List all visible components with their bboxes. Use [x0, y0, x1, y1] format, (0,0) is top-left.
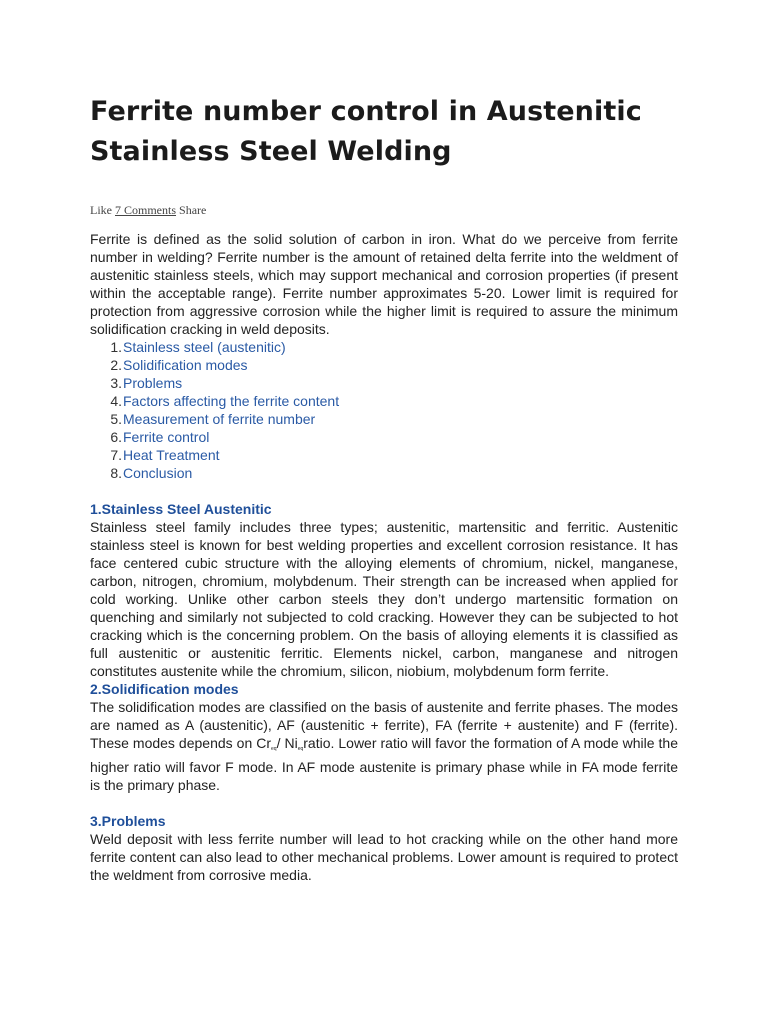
- toc-item[interactable]: 2. Solidification modes: [110, 357, 248, 373]
- section-heading-solidification-modes: 2.Solidification modes: [90, 681, 239, 697]
- section-text-problems: Weld deposit with less ferrite number will lead to hot cracking while on the other hand more ferrite content can also lead to other mechanical problems. Lower amount is required to protect the weldment from corrosive media.: [90, 831, 678, 883]
- toc-item[interactable]: 6. Ferrite control: [110, 429, 210, 445]
- social-bar: [90, 203, 206, 218]
- section-text-solidification-modes: The solidification modes are classified on the basis of austenite and ferrite phases. The modes are named as A (austenitic), AF (austenitic + ferrite), FA (ferrite + austenite) and F (ferrite). These modes depends on $Cr_{eq}/$ $Ni_{eq}ratio$. Lower ratio will favor the formation of A mode while the higher ratio will favor F mode. In AF mode austenite is primary phase while in FA mode ferrite is the primary phase.: [90, 699, 679, 793]
- toc-item[interactable]: 8. Conclusion: [110, 465, 193, 481]
- toc-item[interactable]: 3. Problems: [110, 375, 183, 391]
- toc-item[interactable]: 1. Stainless steel (austenitic): [110, 339, 286, 355]
- comments-link[interactable]: 7 Comments: [115, 203, 177, 217]
- article-body: [90, 230, 678, 884]
- spacer: [90, 794, 678, 812]
- article-title: Ferrite number control in Austenitic Stainless Steel Welding: [90, 96, 642, 167]
- intro-paragraph: Ferrite is defined as the solid solution of carbon in iron. What do we perceive from ferrite number in welding? Ferrite number is the amount of retained delta ferrite into the weldment of austenitic stainless steels, which may support mechanical and corrosion properties (if present within the acceptable range). Ferrite number approximates 5-20. Lower limit is required for protection from aggressive corrosion while the higher limit is required to assure the minimum solidification cracking in weld deposits.: [90, 231, 678, 337]
- toc-item[interactable]: 7. Heat Treatment: [110, 447, 220, 463]
- toc-item[interactable]: 5. Measurement of ferrite number: [110, 411, 316, 427]
- section-heading-stainless-steel: 1.Stainless Steel Austenitic: [90, 501, 272, 517]
- table-of-contents: [90, 338, 678, 482]
- spacer: [90, 482, 678, 500]
- toc-item[interactable]: 4. Factors affecting the ferrite content: [110, 393, 340, 409]
- like-link[interactable]: Like: [90, 203, 112, 217]
- section-heading-problems: 3.Problems: [90, 813, 166, 829]
- share-link[interactable]: Share: [179, 203, 207, 217]
- ni-eq-subscript: eq: [297, 746, 304, 752]
- cr-eq-subscript: eq: [271, 746, 277, 752]
- section-text-stainless-steel: Stainless steel family includes three types; austenitic, martensitic and ferritic. Austenitic stainless steel is known for best welding properties and excellent corrosion resistance. It has face centered cubic structure with the alloying elements of chromium, nickel, manganese, carbon, nitrogen, chromium, molybdenum. Their strength can be increased when applied for cold working. Unlike other carbon steels they don’t undergo martensitic formation on quenching and similarly not subjected to cold cracking. However they can be subjected to hot cracking which is the concerning problem. On the basis of alloying elements it is classified as full austenitic or austenitic ferritic. Elements nickel, carbon, manganese and nitrogen constitutes austenite while the chromium, silicon, niobium, molybdenum form ferrite.: [90, 519, 678, 679]
